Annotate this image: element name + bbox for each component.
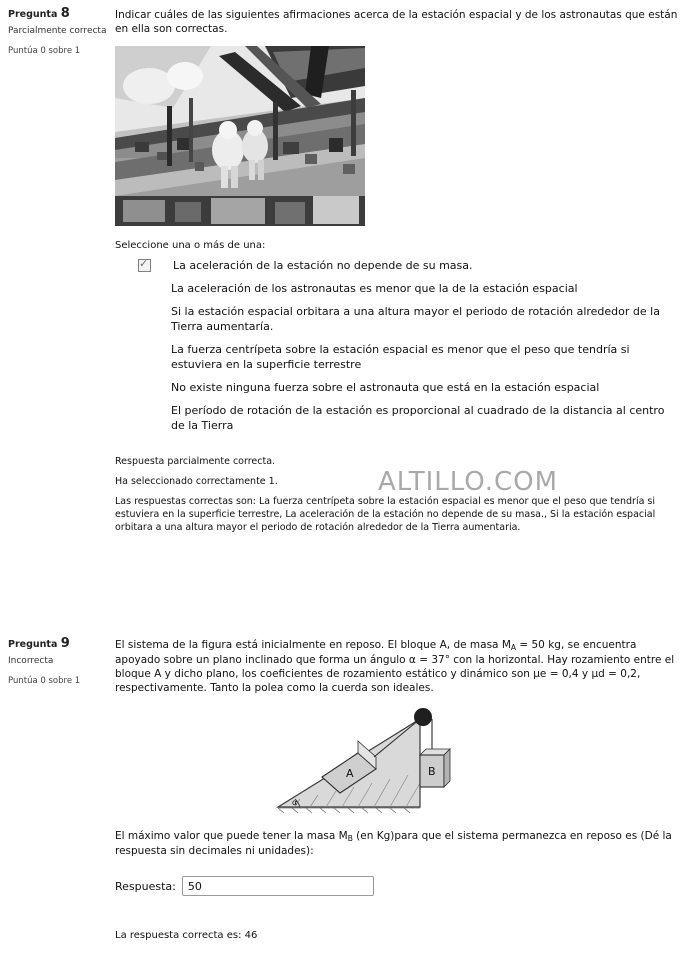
subquestion-text-c: respuesta sin decimales ni unidades):: [115, 845, 314, 857]
option-row[interactable]: [115, 342, 680, 372]
checkbox-option-1[interactable]: [138, 259, 151, 272]
answer-input[interactable]: [182, 876, 374, 896]
answer-label: Respuesta:: [115, 879, 176, 893]
question-9-stem-line3: dicho plano, los coeficientes de rozamiento estático y dinámico son μe = 0,4 y μd = 0,2, respectivamente. Tanto: [115, 668, 641, 694]
mass-b-subscript: B: [347, 834, 353, 843]
question-9-correct-answer: La respuesta correcta es: 46: [115, 930, 258, 941]
option-label: La fuerza centrípeta sobre la estación espacial es menor que el peso que tendría si estuviera en la superficie terrestre: [171, 343, 630, 371]
option-label: No existe ninguna fuerza sobre el astronauta que está en la estación espacial: [171, 381, 600, 394]
option-label: La aceleración de la estación no depende de su masa.: [173, 259, 473, 272]
question-8-number: 8: [60, 6, 70, 21]
checkbox-option-2[interactable]: [138, 282, 149, 293]
block-b-label: B: [428, 765, 436, 778]
checkbox-option-4[interactable]: [138, 343, 149, 354]
subquestion-text-b: (en Kg)para que el sistema permanezca en reposo es (Dé la: [352, 830, 672, 842]
option-label: La aceleración de los astronautas es menor que la de la estación espacial: [171, 282, 578, 295]
checkbox-option-3[interactable]: [138, 305, 149, 316]
question-8-prompt: Seleccione una o más de una:: [115, 240, 266, 251]
checkbox-option-6[interactable]: [138, 404, 149, 415]
question-8-body: [115, 8, 680, 534]
option-row[interactable]: [115, 281, 680, 296]
question-9-stem-line2: sobre un plano inclinado que forma un ángulo α = 37° con la horizontal. Hay rozamiento entre el bloque A y: [115, 654, 675, 680]
question-9-stem: [115, 638, 680, 695]
question-9-label: [8, 638, 108, 651]
question-8-state: Parcialmente correcta: [8, 26, 107, 36]
question-9-number: 9: [60, 636, 70, 651]
option-row[interactable]: [115, 304, 680, 334]
checkbox-option-5[interactable]: [138, 381, 149, 392]
subquestion-text-a: El máximo valor que puede tener la masa M: [115, 830, 348, 842]
block-a-label: A: [346, 767, 354, 780]
space-station-photo: [115, 46, 365, 226]
question-8-options: [115, 258, 680, 433]
question-8-label-prefix: Pregunta: [8, 9, 58, 20]
question-9-grade: Puntúa 0 sobre 1: [8, 675, 81, 686]
question-9-stem-line4: la polea como la cuerda son ideales.: [241, 682, 434, 694]
feedback-selected-count: Ha seleccionado correctamente 1.: [115, 476, 278, 487]
question-9-subquestion: [115, 829, 680, 858]
feedback-status: Respuesta parcialmente correcta.: [115, 456, 276, 467]
mass-a-subscript: A: [510, 643, 517, 652]
incline-pulley-figure: [270, 707, 500, 817]
option-row[interactable]: [115, 258, 680, 273]
answer-row: [115, 876, 680, 896]
question-9-stem-line1b: = 50 kg, se encuentra apoyado: [115, 639, 637, 666]
watermark: ALTILLO.COM: [378, 467, 559, 497]
option-row[interactable]: [115, 380, 680, 395]
question-9-body: [115, 638, 680, 941]
question-8-info: [8, 8, 108, 57]
question-8-stem: Indicar cuáles de las siguientes afirmaciones acerca de la estación espacial y de los astronautas que están en ella son correctas.: [115, 9, 678, 35]
option-label: El período de rotación de la estación es proporcional al cuadrado de la distancia al centro de la Tierra: [171, 404, 665, 432]
question-8-label: [8, 8, 108, 21]
question-9-info: [8, 638, 108, 687]
question-8-grade: Puntúa 0 sobre 1: [8, 45, 81, 56]
angle-label: α: [292, 798, 298, 807]
feedback-correct-answers: Las respuestas correctas son: La fuerza centrípeta sobre la estación espacial es menor que el peso que tendría si estuviera en la superficie terrestre, La aceleración de la estación no depende de su masa., Si la estación espacial orbitara a una altura mayor el periodo de rotación alrededor de la Tierra aumentaria.: [115, 496, 656, 533]
question-9-stem-line1: El sistema de la figura está inicialmente en reposo. El bloque A, de masa M: [115, 639, 511, 651]
question-9-state: Incorrecta: [8, 656, 54, 666]
question-9-label-prefix: Pregunta: [8, 639, 58, 650]
option-row[interactable]: [115, 403, 680, 433]
option-label: Si la estación espacial orbitara a una altura mayor el periodo de rotación alrededor de la Tierra aumentaría.: [171, 305, 660, 333]
